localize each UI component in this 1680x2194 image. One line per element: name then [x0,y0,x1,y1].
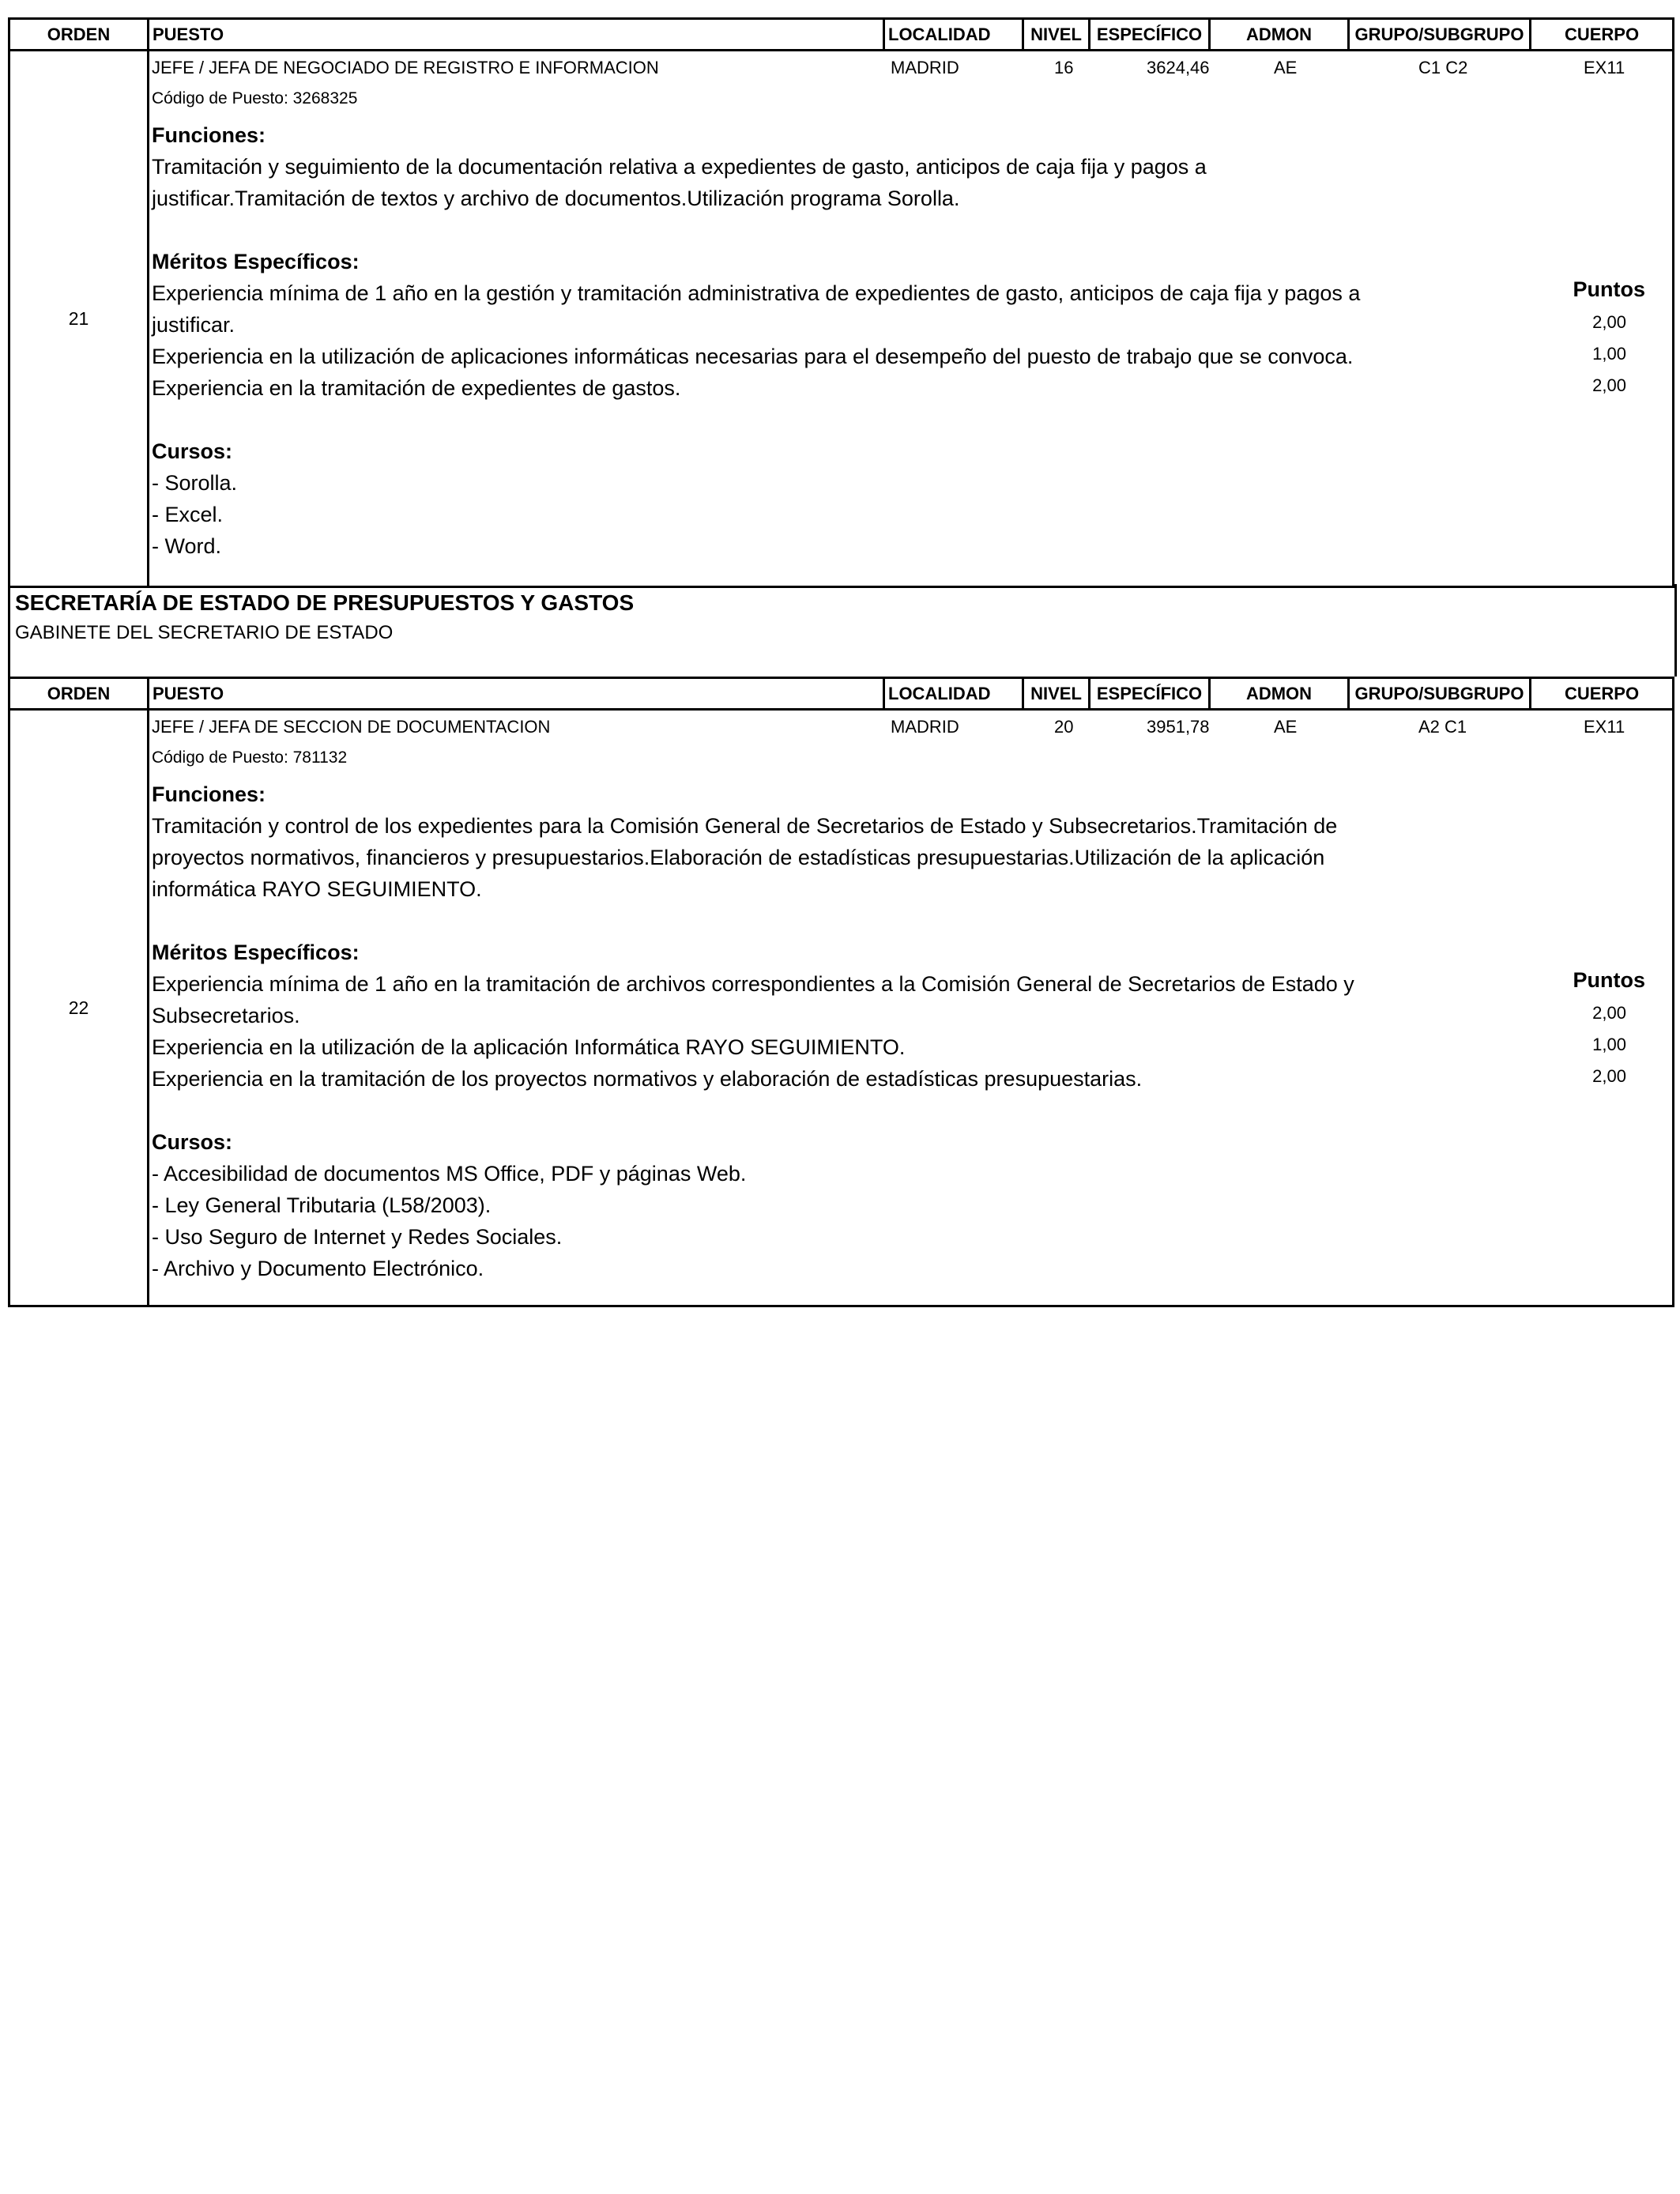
col-admon: ADMON [1210,678,1349,710]
col-orden: ORDEN [9,19,149,51]
meritos-heading: Méritos Específicos: [152,941,360,964]
merito-line: Experiencia en la tramitación de los proyectos normativos y elaboración de estadísticas presupuestarias. [152,1067,1143,1091]
funciones-line: informática RAYO SEGUIMIENTO. [152,877,482,901]
section-title: SECRETARÍA DE ESTADO DE PRESUPUESTOS Y GASTOS [15,590,635,615]
especifico-value: 3624,46 [1147,58,1210,77]
merito-line: Experiencia en la utilización de aplicaciones informáticas necesarias para el desempeño del puesto de trabajo que se convoca. [152,345,1354,368]
section-subtitle: GABINETE DEL SECRETARIO DE ESTADO [15,622,394,643]
col-nivel: NIVEL [1023,678,1090,710]
puesto-value: JEFE / JEFA DE SECCION DE DOCUMENTACION [152,717,551,737]
merito-puntos: 2,00 [1592,312,1626,332]
meritos-heading: Méritos Específicos: [152,250,360,273]
col-cuerpo: CUERPO [1531,678,1674,710]
funciones-line: proyectos normativos, financieros y presupuestarios.Elaboración de estadísticas presupuestarias.Utilización de la aplicación [152,846,1325,869]
col-localidad: LOCALIDAD [884,678,1023,710]
job-detail-cell [149,710,1674,1306]
puntos-heading: Puntos [1573,968,1645,992]
col-especifico: ESPECÍFICO [1090,19,1210,51]
column-header-row [9,678,1674,710]
funciones-heading: Funciones: [152,123,266,147]
nivel-value: 20 [1054,717,1074,737]
codigo-puesto: Código de Puesto: 781132 [152,748,348,767]
funciones-line: Tramitación y seguimiento de la documentación relativa a expedientes de gasto, anticipos de caja fija y pagos a [152,155,1207,179]
merito-line: Experiencia mínima de 1 año en la gestión y tramitación administrativa de expedientes de gasto, anticipos de caja fija y pagos a [152,281,1361,305]
curso-item: - Sorolla. [152,471,238,495]
orden-cell: 21 [9,51,149,587]
merito-line: Experiencia mínima de 1 año en la tramitación de archivos correspondientes a la Comisión General de Secretarios de Estado y [152,972,1354,996]
codigo-puesto: Código de Puesto: 3268325 [152,89,358,107]
merito-line: Subsecretarios. [152,1004,300,1027]
funciones-line: Tramitación y control de los expedientes para la Comisión General de Secretarios de Estado y Subsecretarios.Tramitación de [152,814,1338,838]
especifico-value: 3951,78 [1147,717,1210,737]
cuerpo-value: EX11 [1584,58,1625,77]
merito-puntos: 2,00 [1592,1066,1626,1086]
column-header-row [9,19,1674,51]
job-row [9,710,1674,1306]
col-puesto: PUESTO [149,19,884,51]
merito-puntos: 2,00 [1592,1003,1626,1023]
col-localidad: LOCALIDAD [884,19,1023,51]
admon-value: AE [1274,58,1298,77]
curso-item: - Accesibilidad de documentos MS Office, PDF y páginas Web. [152,1162,747,1186]
merito-puntos: 1,00 [1592,344,1626,364]
merito-line: justificar. [152,313,235,337]
col-especifico: ESPECÍFICO [1090,678,1210,710]
col-nivel: NIVEL [1023,19,1090,51]
cuerpo-value: EX11 [1584,717,1625,737]
puntos-heading: Puntos [1573,277,1645,301]
curso-item: - Word. [152,534,222,558]
job-table-21 [8,17,1674,588]
merito-puntos: 1,00 [1592,1035,1626,1054]
col-grupo: GRUPO/SUBGRUPO [1349,678,1531,710]
nivel-value: 16 [1054,58,1074,77]
job-summary [149,711,1672,742]
grupo-value: C1 C2 [1418,58,1468,77]
curso-item: - Uso Seguro de Internet y Redes Sociales. [152,1225,563,1249]
col-cuerpo: CUERPO [1531,19,1674,51]
cursos-heading: Cursos: [152,1130,233,1154]
localidad-value: MADRID [891,58,959,77]
curso-item: - Archivo y Documento Electrónico. [152,1257,484,1280]
job-description [152,778,1475,1284]
admon-value: AE [1274,717,1298,737]
col-grupo: GRUPO/SUBGRUPO [1349,19,1531,51]
job-row [9,51,1674,587]
funciones-heading: Funciones: [152,782,266,806]
grupo-value: A2 C1 [1418,717,1467,737]
localidad-value: MADRID [891,717,959,737]
job-detail-cell [149,51,1674,587]
cursos-heading: Cursos: [152,439,233,463]
puesto-value: JEFE / JEFA DE NEGOCIADO DE REGISTRO E INFORMACION [152,58,659,77]
job-description [152,119,1475,562]
merito-puntos: 2,00 [1592,375,1626,395]
funciones-line: justificar.Tramitación de textos y archivo de documentos.Utilización programa Sorolla. [152,187,960,210]
col-orden: ORDEN [9,678,149,710]
merito-line: Experiencia en la tramitación de expedientes de gastos. [152,376,681,400]
curso-item: - Excel. [152,503,224,526]
job-table-22 [8,677,1674,1307]
curso-item: - Ley General Tributaria (L58/2003). [152,1193,492,1217]
merito-line: Experiencia en la utilización de la aplicación Informática RAYO SEGUIMIENTO. [152,1035,906,1059]
col-puesto: PUESTO [149,678,884,710]
job-summary [149,51,1672,83]
section-header [8,584,1677,677]
col-admon: ADMON [1210,19,1349,51]
orden-cell: 22 [9,710,149,1306]
